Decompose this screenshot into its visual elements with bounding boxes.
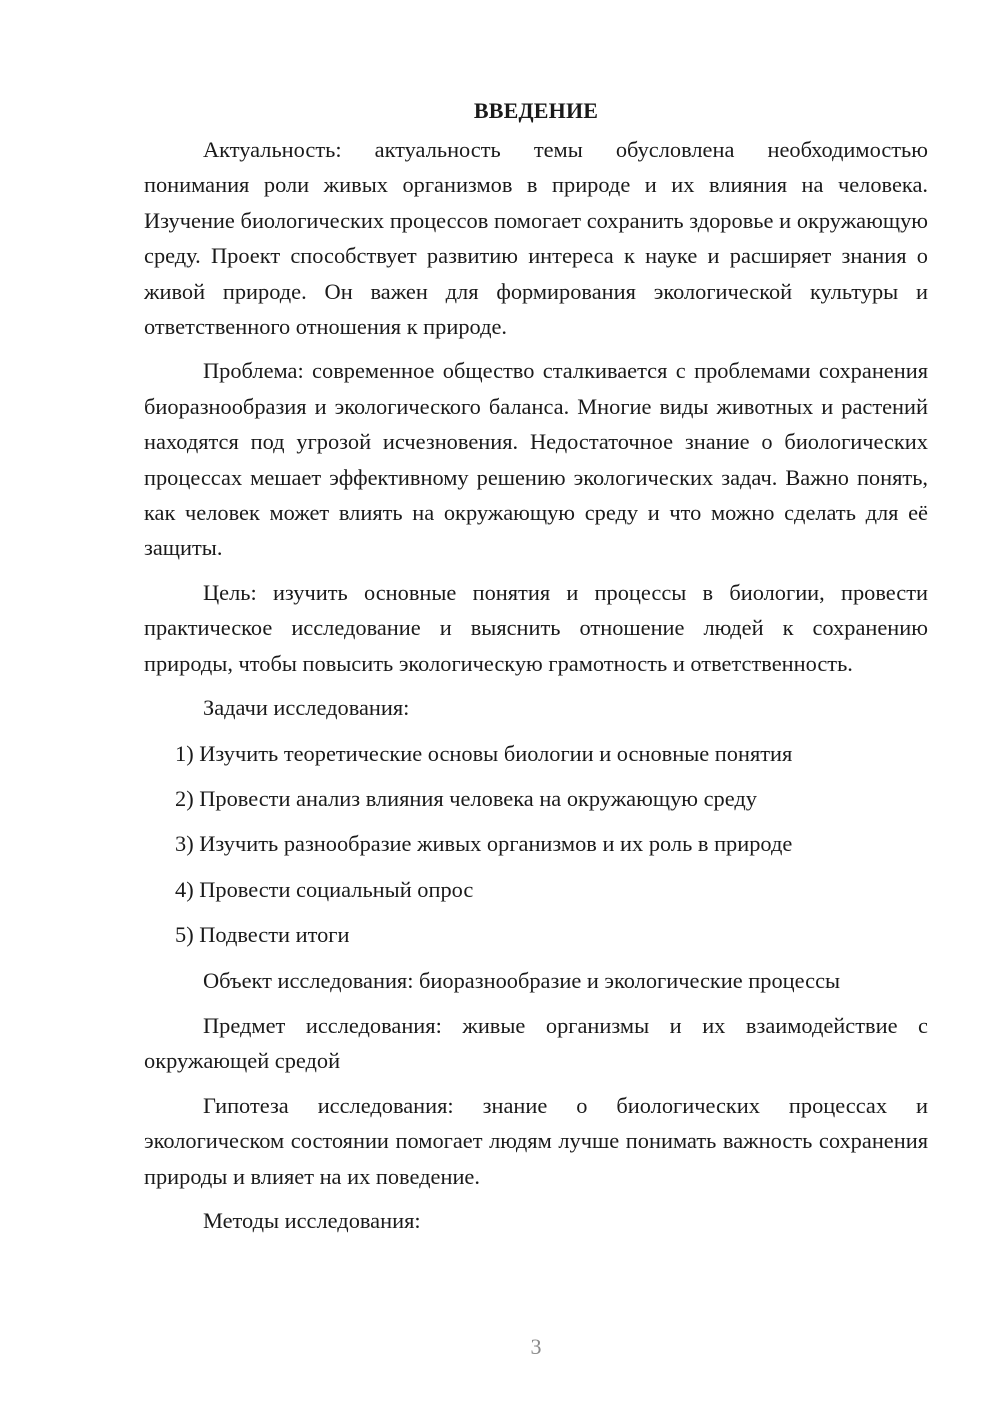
- list-item: 5) Подвести итоги: [175, 922, 350, 948]
- hypothesis-paragraph: Гипотеза исследования: знание о биологических процессах и экологическом состоянии помогает людям лучше понимать важность сохранения природы и влияет на их поведение.: [144, 1092, 928, 1189]
- methods-heading: Методы исследования:: [203, 1207, 421, 1233]
- document-page: [144, 96, 928, 1248]
- subject-paragraph: Предмет исследования: живые организмы и их взаимодействие с окружающей средой: [144, 1012, 928, 1074]
- problem-paragraph: Проблема: современное общество сталкивается с проблемами сохранения биоразнообразия и экологического баланса. Многие виды животных и растений находятся под угрозой исчезновения. Недостаточное знание о биологических процессах мешает эффективному решению экологических задач. Важно понять, как человек может влиять на окружающую среду и что можно сделать для её защиты.: [144, 358, 928, 561]
- goal-paragraph: Цель: изучить основные понятия и процессы в биологии, провести практическое исследование и выяснить отношение людей к сохранению природы, чтобы повысить экологическую грамотность и ответственность.: [144, 579, 928, 676]
- relevance-paragraph: Актуальность: актуальность темы обусловлена необходимостью понимания роли живых организмов в природе и их влияния на человека. Изучение биологических процессов помогает сохранить здоровье и окружающую среду. Проект способствует развитию интереса к науке и расширяет знания о живой природе. Он важен для формирования экологической культуры и ответственного отношения к природе.: [144, 137, 928, 340]
- object-paragraph: Объект исследования: биоразнообразие и экологические процессы: [203, 967, 841, 993]
- list-item: 4) Провести социальный опрос: [175, 876, 474, 902]
- list-item: 1) Изучить теоретические основы биологии и основные понятия: [175, 740, 793, 766]
- list-item: 2) Провести анализ влияния человека на окружающую среду: [175, 785, 757, 811]
- tasks-list: [144, 736, 928, 953]
- page-title: ВВЕДЕНИЕ: [473, 98, 599, 123]
- list-item: 3) Изучить разнообразие живых организмов и их роль в природе: [175, 831, 793, 857]
- tasks-heading: Задачи исследования:: [203, 695, 410, 721]
- page-number: 3: [530, 1334, 542, 1359]
